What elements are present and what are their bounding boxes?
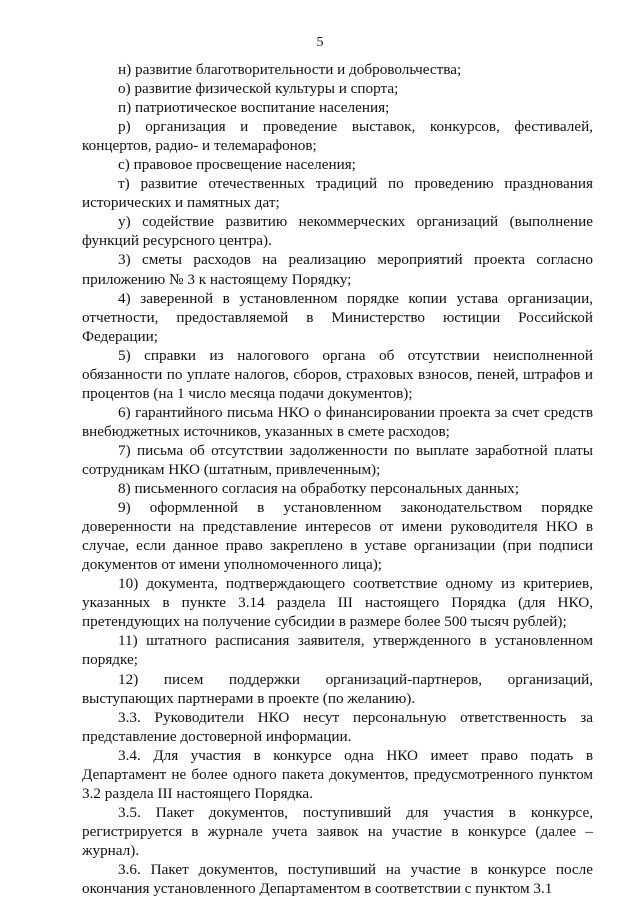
paragraph: 11) штатного расписания заявителя, утвержденного в установленном порядке; xyxy=(82,632,593,669)
paragraph: с) правовое просвещение населения; xyxy=(118,156,356,174)
paragraph: 3.5. Пакет документов, поступивший для участия в конкурсе, регистрируется в журнале учета заявок на участие в конкурсе (далее – журнал). xyxy=(82,803,593,859)
paragraph: 7) письма об отсутствии задолженности по выплате заработной платы сотрудникам НКО (штатным, привлеченным); xyxy=(82,441,593,478)
paragraph: т) развитие отечественных традиций по проведению празднования исторических и памятных дат; xyxy=(82,175,593,212)
paragraph: 3.3. Руководители НКО несут персональную ответственность за представление достоверной информации. xyxy=(82,708,593,745)
paragraph: 10) документа, подтверждающего соответствие одному из критериев, указанных в пункте 3.14 раздела III настоящего Порядка (для НКО, претендующих на получение субсидии в размере более 500 тысяч рублей); xyxy=(82,575,593,631)
paragraph: 12) писем поддержки организаций-партнеров, организаций, выступающих партнерами в проекте (по желанию). xyxy=(82,670,593,707)
paragraph: 3) сметы расходов на реализацию мероприятий проекта согласно приложению № 3 к настоящему Порядку; xyxy=(82,251,593,288)
paragraph: 6) гарантийного письма НКО о финансировании проекта за счет средств внебюджетных источников, указанных в смете расходов; xyxy=(82,403,593,440)
paragraph: 9) оформленной в установленном законодательством порядке доверенности на представление интересов от имени руководителя НКО в случае, если данное право закреплено в уставе организации (при подписи документов от имени уполномоченного лица); xyxy=(82,499,593,574)
paragraph: у) содействие развитию некоммерческих организаций (выполнение функций ресурсного центра). xyxy=(82,213,593,250)
paragraph: 4) заверенной в установленном порядке копии устава организации, отчетности, предоставляемой в Министерство юстиции Российской Федерации; xyxy=(82,289,593,345)
page-number: 5 xyxy=(316,35,324,50)
paragraph: п) патриотическое воспитание населения; xyxy=(118,99,390,117)
paragraph: 8) письменного согласия на обработку персональных данных; xyxy=(118,480,519,498)
paragraph: о) развитие физической культуры и спорта; xyxy=(118,80,399,98)
paragraph: 3.4. Для участия в конкурсе одна НКО имеет право подать в Департамент не более одного пакета документов, предусмотренного пунктом 3.2 раздела III настоящего Порядка. xyxy=(82,746,593,802)
document-body xyxy=(82,60,593,898)
paragraph: н) развитие благотворительности и добровольчества; xyxy=(118,61,462,78)
paragraph: р) организация и проведение выставок, конкурсов, фестивалей, концертов, радио- и телемарафонов; xyxy=(82,118,593,155)
paragraph: 5) справки из налогового органа об отсутствии неисполненной обязанности по уплате налогов, сборов, страховых взносов, пеней, штрафов и процентов (на 1 число месяца подачи документов); xyxy=(82,346,593,402)
paragraph: 3.6. Пакет документов, поступивший на участие в конкурсе после окончания установленного Департаментом в соответствии с пунктом 3.1 xyxy=(82,860,593,898)
